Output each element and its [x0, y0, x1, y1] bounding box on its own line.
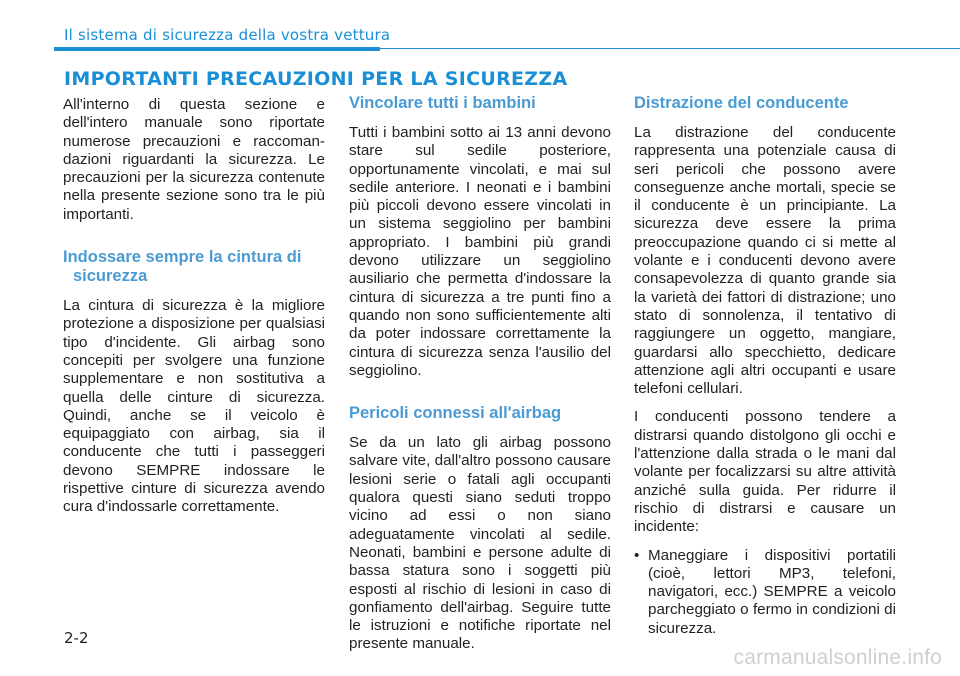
seatbelt-heading: Indossare sempre la cintura di sicurezza: [63, 248, 302, 286]
airbag-heading: Pericoli connessi all'airbag: [349, 404, 562, 423]
children-paragraph: Tutti i bambini sotto ai 13 anni devono stare sul sedile posteriore, opportunamente vincolati, e mai sul sedile anteriore. I neonati e i bambini più piccoli devono essere vincolati in un sistema seggiolino per bambini appropriato. I bambini più grandi devono utilizzare un seggiolino ausiliario che permetta d'indossare la cintura di sicurezza a tre punti fino a quando non sono sufficientemente alti da poter indossare correttamente la cintura di sicurezza senza l'ausilio del seggiolino.: [349, 124, 611, 379]
page-number: 2-2: [64, 629, 89, 647]
distraction-paragraph-2: I conducenti possono tendere a distrarsi quando distolgono gli occhi e l'attenzione dalla strada o le mani dal volante per focalizzarsi su altre attività anziché sulla guida. Per ridurre il rischio di distrarsi e causare un incidente:: [634, 408, 896, 536]
children-heading: Vincolare tutti i bambini: [349, 94, 536, 112]
distraction-paragraph-1: La distrazione del conducente rappresenta una potenziale causa di seri pericoli che possono avere conseguenze anche mortali, specie se il conducente è un principiante. La sicurezza deve essere la prima preoccupazione quando ci si mette al volante e i conducenti devono avere consapevolezza di quanto grande sia la varietà dei fattori di distrazione; uno stato di sonnolenza, il tentativo di raggiungere un oggetto, mangiare, guardarsi allo specchietto, dedicare attenzione agli altri occupanti e usare telefoni cellulari.: [634, 124, 896, 398]
list-item: • Maneggiare i dispositivi portatili (cioè, lettori MP3, telefoni, navigatori, ecc.) SEMPRE a veicolo parcheggiato o fermo in condizioni di sicurezza.: [634, 547, 896, 638]
column-2: [349, 96, 611, 664]
distraction-heading: Distrazione del conducente: [634, 94, 849, 112]
watermark: carmanualsonline.info: [733, 646, 942, 669]
airbag-paragraph: Se da un lato gli airbag possono salvare vite, dall'altro possono causare lesioni serie o fatali agli occupanti qualora questi siano seduti troppo vicino ad essi o non siano adeguatamente vincolati al sedile. Neonati, bambini e persone adulte di bassa statura sono i soggetti più esposti al rischio di lesioni in caso di gonfiamento dell'airbag. Seguire tutte le istruzioni e notifiche riportate nel presente manuale.: [349, 434, 611, 653]
page-title: IMPORTANTI PRECAUZIONI PER LA SICUREZZA: [64, 68, 568, 90]
seatbelt-paragraph: La cintura di sicurezza è la migliore protezione a disposizione per qualsiasi tipo d'incidente. Gli airbag sono concepiti per svolgere una funzione supplementare e non sostitutiva a quella delle cinture di sicurezza. Quindi, anche se il veicolo è equipaggiato con airbag, sia il conducente che tutti i passeggeri devono SEMPRE indossare le rispettive cinture di sicurezza avendo cura d'indossarle correttamente.: [63, 297, 325, 516]
column-1: [63, 96, 325, 527]
intro-paragraph: All'interno di questa sezione e dell'intero manuale sono riportate numerose precauzioni e raccoman-dazioni riguardanti la sicurezza. Le precauzioni per la sicurezza contenute nella presente sezione sono tra le più importanti.: [63, 96, 325, 223]
distraction-bullet-list: [634, 547, 896, 638]
header-rule-thick: [54, 47, 380, 51]
section-header: Il sistema di sicurezza della vostra vettura: [64, 26, 391, 44]
header-rule-thin: [380, 48, 960, 49]
column-3: [634, 96, 896, 638]
